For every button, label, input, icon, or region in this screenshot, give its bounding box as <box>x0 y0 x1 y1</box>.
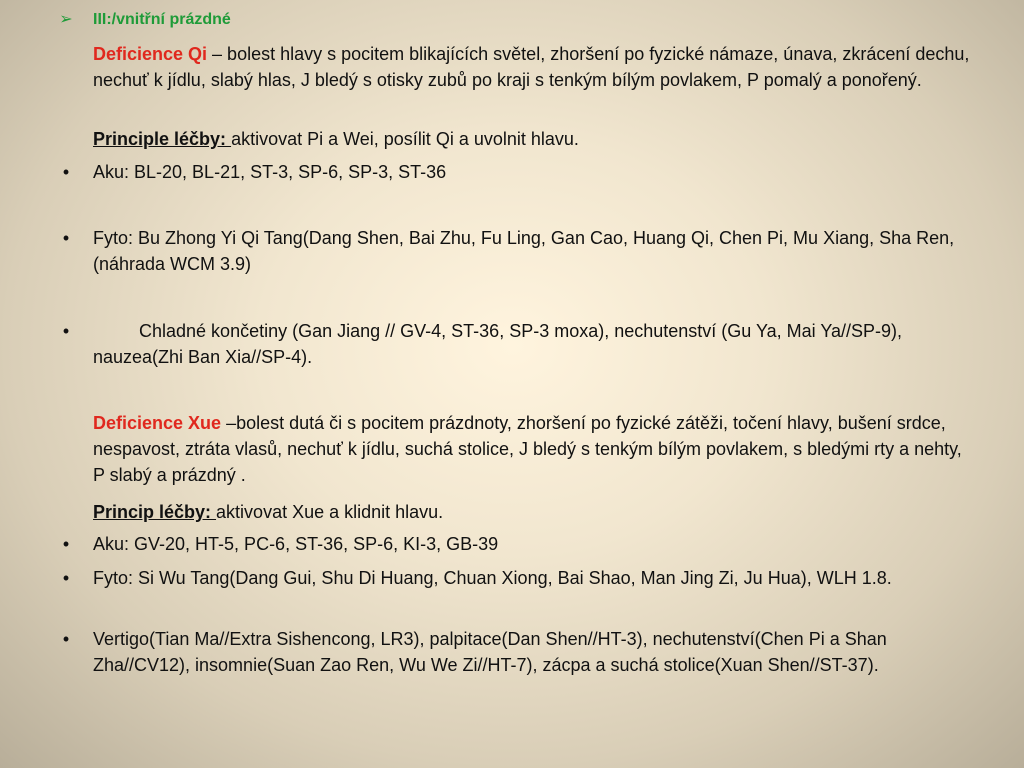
arrow-bullet-icon: ➢ <box>59 11 73 28</box>
qi-principle-label: Principle léčby: <box>93 129 232 149</box>
qi-text: – bolest hlavy s pocitem blikajících světel, zhoršení po fyzické námaze, únava, zkrácení dechu, nechuť k jídlu, slabý hlas, J bledý s otisky zubů po kraji s tenkým bílým povlakem, P pomalý a ponořený. <box>93 44 970 90</box>
list-item-text: Aku: BL-20, BL-21, ST-3, SP-6, SP-3, ST-36 <box>93 162 447 182</box>
list-item-text: Aku: GV-20, HT-5, PC-6, ST-36, SP-6, KI-3, GB-39 <box>93 534 499 554</box>
xue-text: –bolest dutá či s pocitem prázdnoty, zhoršení po fyzické zátěži, točení hlavy, bušení srdce, nespavost, ztráta vlasů, nechuť k jídlu, suchá stolice, J bledý s tenkým bílým povlakem, s bledými rty a nehty, P slabý a prázdný . <box>93 413 962 485</box>
bullet-icon: • <box>62 228 70 248</box>
bullet-icon: • <box>62 534 70 554</box>
xue-principle-label: Princip léčby: <box>93 502 217 522</box>
section-title: III:/vnitřní prázdné <box>93 11 231 28</box>
qi-principle-text: aktivovat Pi a Wei, posílit Qi a uvolnit hlavu. <box>231 129 579 149</box>
qi-label: Deficience Qi <box>93 44 208 64</box>
xue-principle-text: aktivovat Xue a klidnit hlavu. <box>216 502 444 522</box>
bullet-icon: • <box>62 321 70 341</box>
bullet-icon: • <box>62 568 70 588</box>
bullet-icon: • <box>62 162 70 182</box>
xue-label: Deficience Xue <box>93 413 222 433</box>
list-item-text: Fyto: Si Wu Tang(Dang Gui, Shu Di Huang, Chuan Xiong, Bai Shao, Man Jing Zi, Ju Hua), WLH 1.8. <box>93 568 892 588</box>
list-item-text: Fyto: Bu Zhong Yi Qi Tang(Dang Shen, Bai Zhu, Fu Ling, Gan Cao, Huang Qi, Chen Pi, Mu Xiang, Sha Ren, (náhrada WCM 3.9) <box>93 228 955 274</box>
bullet-icon: • <box>62 629 70 649</box>
list-item-text: Chladné končetiny (Gan Jiang // GV-4, ST-36, SP-3 moxa), nechutenství (Gu Ya, Mai Ya//SP-9), nauzea(Zhi Ban Xia//SP-4). <box>93 321 903 367</box>
list-item-text: Vertigo(Tian Ma//Extra Sishencong, LR3), palpitace(Dan Shen//HT-3), nechutenství(Chen Pi a Shan Zha//CV12), insomnie(Suan Zao Ren, Wu We Zi//HT-7), zácpa a suchá stolice(Xuan Shen//ST-37). <box>93 629 887 675</box>
